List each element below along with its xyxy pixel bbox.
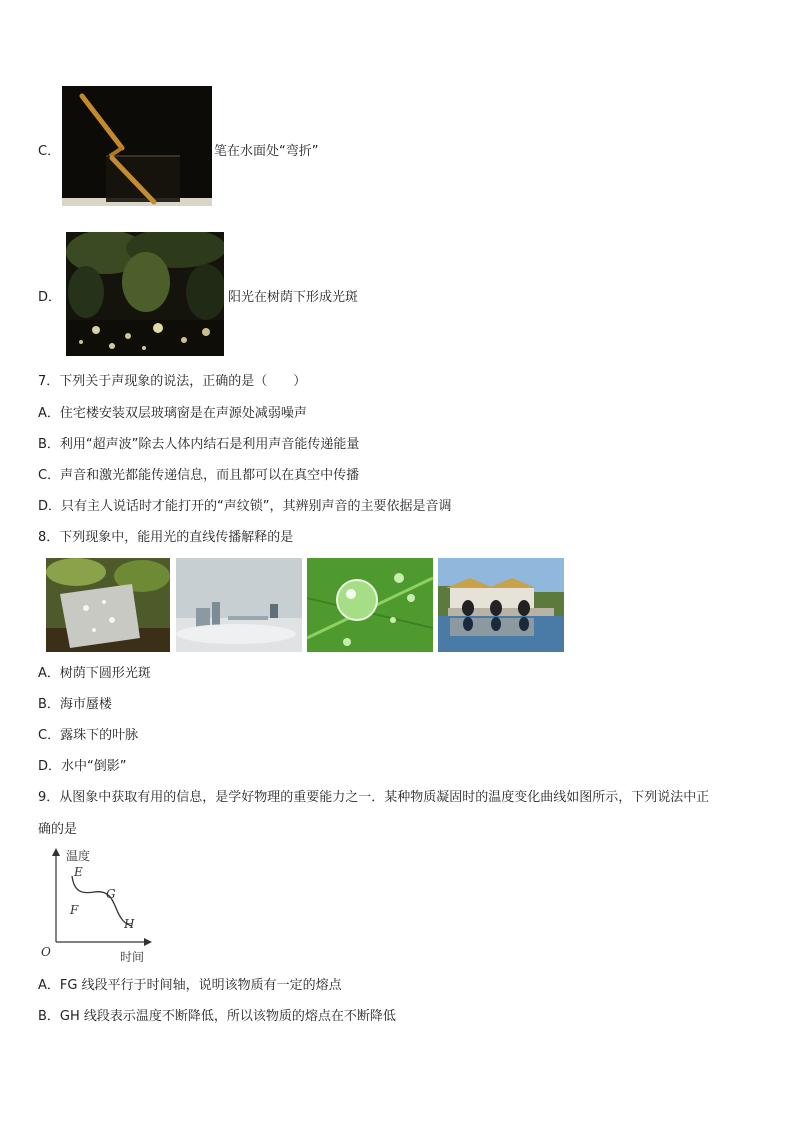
option-letter: C． xyxy=(38,144,61,159)
x-axis-label: 时间 xyxy=(120,950,145,964)
cooling-curve xyxy=(72,876,132,926)
y-axis-label: 温度 xyxy=(66,849,91,863)
dewdrop-leaf-photo xyxy=(307,558,433,652)
tree-shade-light-spots-photo xyxy=(66,232,224,356)
question-7-option-b: B．利用“超声波”除去人体内结石是利用声音能传递能量 xyxy=(38,437,360,452)
question-7-option-a: A．住宅楼安装双层玻璃窗是在声源处减弱噪声 xyxy=(38,406,307,421)
mirage-city-photo xyxy=(176,558,302,652)
x-axis-arrow xyxy=(144,938,152,946)
question-9-option-a: A．FG 线段平行于时间轴，说明该物质有一定的熔点 xyxy=(38,978,342,993)
option-text: 笔在水面处“弯折” xyxy=(214,144,319,159)
temperature-time-graph xyxy=(38,846,160,966)
pencil-in-water-photo xyxy=(62,86,212,206)
question-8-stem: 8．下列现象中，能用光的直线传播解释的是 xyxy=(38,530,294,545)
option-letter: D． xyxy=(38,290,62,305)
question-8-images xyxy=(46,558,566,652)
point-e-label: E xyxy=(74,865,83,879)
point-f-label: F xyxy=(70,903,79,917)
option-text: 阳光在树荫下形成光斑 xyxy=(228,290,359,305)
point-g-label: G xyxy=(106,887,116,901)
question-7-stem: 7．下列关于声现象的说法，正确的是（ ） xyxy=(38,374,307,389)
leaf-light-spot-photo xyxy=(46,558,170,652)
question-9-option-b: B．GH 线段表示温度不断降低，所以该物质的熔点在不断降低 xyxy=(38,1009,396,1024)
y-axis-arrow xyxy=(52,848,60,856)
question-7-option-c: C．声音和激光都能传递信息，而且都可以在真空中传播 xyxy=(38,468,360,483)
question-9-stem-line2: 确的是 xyxy=(38,822,78,837)
question-8-option-a: A．树荫下圆形光斑 xyxy=(38,666,151,681)
question-8-option-c: C．露珠下的叶脉 xyxy=(38,728,139,743)
origin-label: O xyxy=(41,945,51,959)
option-6d xyxy=(38,232,398,358)
pavilion-reflection-photo xyxy=(438,558,564,652)
option-6c xyxy=(38,86,378,210)
question-8-option-d: D．水中“倒影” xyxy=(38,759,127,774)
solidification-curve-graph xyxy=(38,846,160,966)
question-8-option-b: B．海市蜃楼 xyxy=(38,697,112,712)
point-h-label: H xyxy=(124,917,135,931)
question-7-option-d: D．只有主人说话时才能打开的“声纹锁”，其辨别声音的主要依据是音调 xyxy=(38,499,452,514)
question-9-stem-line1: 9．从图象中获取有用的信息，是学好物理的重要能力之一．某种物质凝固时的温度变化曲线如图所示，下列说法中正 xyxy=(38,790,710,805)
